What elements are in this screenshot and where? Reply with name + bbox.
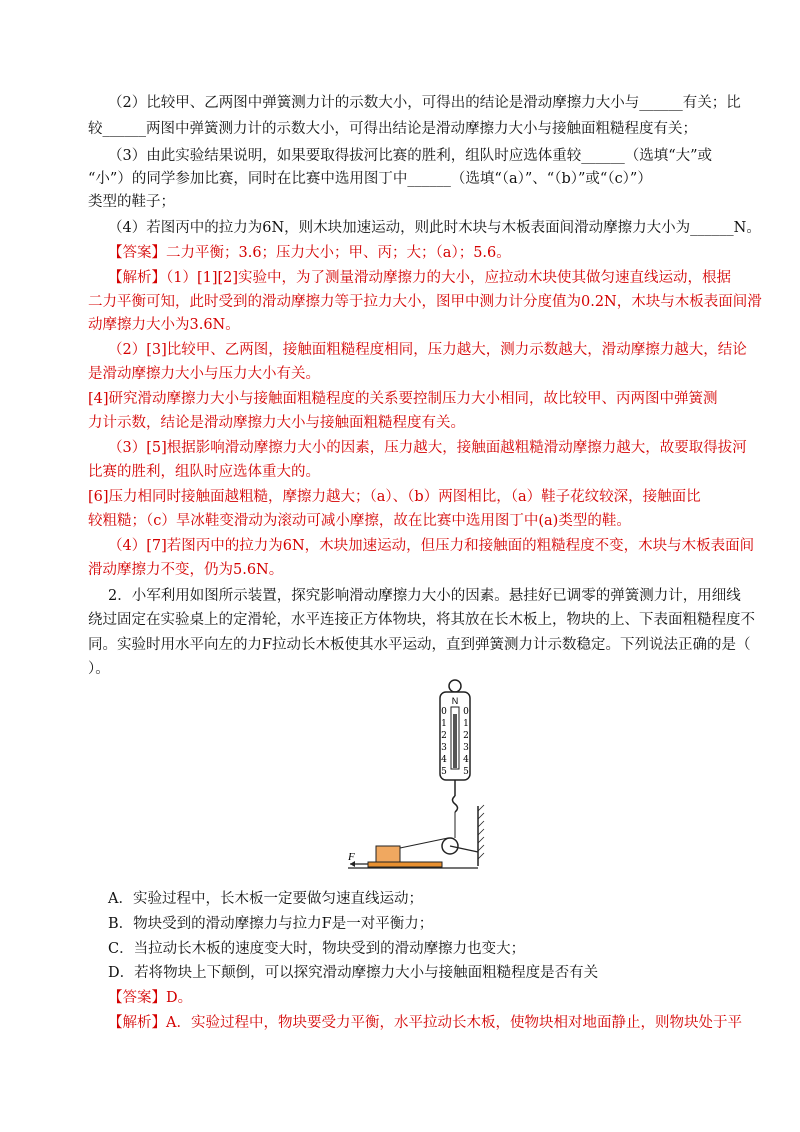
top-ring-icon [449, 680, 461, 692]
answer-text: D。 [166, 990, 193, 1006]
scale-unit-label: N [451, 696, 459, 706]
q2-option-b: B．物块受到的滑动摩擦力与拉力F是一对平衡力； [108, 916, 434, 932]
q1-analysis-7-line2: 滑动摩擦力不变，仍为5.6N。 [88, 562, 284, 578]
long-board [368, 862, 442, 867]
answer-tag: 【答案】 [108, 245, 166, 261]
scale-left-3: 3 [441, 743, 447, 753]
wood-block [376, 846, 400, 862]
q1-analysis-part2-line2: 是滑动摩擦力大小与压力大小有关。 [88, 366, 320, 382]
analysis-tag: 【解析】 [108, 1015, 166, 1031]
q2-option-c: C．当拉动长木板的速度变大时，物块受到的滑动摩擦力也变大； [108, 941, 526, 957]
q1-analysis-line2: 二力平衡可知，此时受到的滑动摩擦力等于拉力大小，图甲中测力计分度值为0.2N，木块与木板表面间滑 [88, 294, 762, 310]
q1-analysis-line3: 动摩擦力大小为3.6N。 [88, 317, 240, 333]
scale-right-2: 2 [463, 731, 469, 741]
scale-left-4: 4 [441, 755, 447, 765]
q2-answer [108, 987, 738, 1009]
q1-analysis-line1 [108, 267, 738, 289]
q1-part3-line3: 类型的鞋子； [88, 194, 175, 210]
scale-left-5: 5 [441, 767, 447, 777]
q2-option-a: A．实验过程中，长木板一定要做匀速直线运动； [108, 891, 423, 907]
string-horizontal [400, 838, 448, 848]
scale-left-0: 0 [441, 707, 447, 717]
q1-analysis-5-line1: （3）[5]根据影响滑动摩擦力大小的因素，压力越大，接触面越粗糙滑动摩擦力越大，故要取得拔河 [108, 440, 747, 456]
q1-analysis-6-line2: 较粗糙；（c）旱冰鞋变滑动为滚动可减小摩擦，故在比赛中选用图丁中(a)类型的鞋。 [88, 513, 631, 529]
apparatus-svg [338, 676, 498, 876]
scale-left-1: 1 [441, 719, 447, 729]
scale-right-1: 1 [463, 719, 469, 729]
q1-analysis-6-line1: [6]压力相同时接触面越粗糙，摩擦力越大；（a）、（b）两图相比，（a）鞋子花纹较深，接触面比 [88, 489, 701, 505]
q1-analysis-7-line1: （4）[7]若图丙中的拉力为6N，木块加速运动，但压力和接触面的粗糙程度不变，木块与木板表面间 [108, 538, 755, 554]
wall-hatch [478, 805, 484, 859]
answer-tag: 【答案】 [108, 990, 166, 1006]
answer-text: 二力平衡；3.6；压力大小；甲、丙；大；（a）；5.6。 [166, 245, 511, 261]
analysis-text: A．实验过程中，物块要受力平衡，水平拉动长木板，使物块相对地面静止，则物块处于平 [166, 1015, 742, 1031]
q2-stem-line1: 2．小军利用如图所示装置，探究影响滑动摩擦力大小的因素。悬挂好已调零的弹簧测力计，用细线 [108, 588, 741, 604]
q1-analysis-part2-line1: （2）[3]比较甲、乙两图，接触面粗糙程度相同，压力越大，测力示数越大，滑动摩擦力越大，结论 [108, 342, 747, 358]
force-label: F [348, 851, 355, 863]
q1-analysis-4-line2: 力计示数，结论是滑动摩擦力大小与接触面粗糙程度有关。 [88, 415, 465, 431]
analysis-text: （1）[1][2]实验中，为了测量滑动摩擦力的大小，应拉动木块使其做匀速直线运动，根据 [166, 270, 732, 286]
q1-analysis-4-line1: [4]研究滑动摩擦力大小与接触面粗糙程度的关系要控制压力大小相同，故比较甲、丙两图中弹簧测 [88, 391, 718, 407]
scale-spring [453, 714, 457, 768]
q2-option-d: D．若将物块上下颠倒，可以探究滑动摩擦力大小与接触面粗糙程度是否有关 [108, 965, 599, 981]
analysis-tag: 【解析】 [108, 270, 166, 286]
q1-analysis-5-line2: 比赛的胜利，组队时应选体重大的。 [88, 464, 320, 480]
q1-answer [108, 242, 738, 264]
q1-part3-line1: （3）由此实验结果说明，如果要取得拔河比赛的胜利，组队时应选体重较______（选填“大”或 [108, 148, 713, 164]
q1-part3-line2: “小”）的同学参加比赛，同时在比赛中选用图丁中______（选填“（a）”、“（b）”或“（c）”） [88, 171, 652, 187]
scale-right-5: 5 [463, 767, 469, 777]
scale-right-3: 3 [463, 743, 469, 753]
scale-hook-icon [453, 796, 458, 812]
scale-left-2: 2 [441, 731, 447, 741]
q2-analysis-line1 [108, 1012, 742, 1034]
q1-part2-line2: 较______两图中弹簧测力计的示数大小，可得出结论是滑动摩擦力大小与接触面粗糙程度有关； [88, 121, 697, 137]
spring-scale-diagram [338, 676, 498, 876]
q2-stem-line2: 绕过固定在实验桌上的定滑轮，水平连接正方体物块，将其放在长木板上，物块的上、下表面粗糙程度不 [88, 612, 755, 628]
q2-stem-line4: ）。 [88, 661, 110, 677]
q1-part2-line1: （2）比较甲、乙两图中弹簧测力计的示数大小，可得出的结论是滑动摩擦力大小与______有关；比 [108, 95, 741, 111]
q1-part4-line1: （4）若图丙中的拉力为6N，则木块加速运动，则此时木块与木板表面间滑动摩擦力大小为______N。 [108, 220, 761, 236]
scale-right-4: 4 [463, 755, 469, 765]
scale-right-0: 0 [463, 707, 469, 717]
q2-stem-line3: 同。实验时用水平向左的力F拉动长木板使其水平运动，直到弹簧测力计示数稳定。下列说法正确的是（ [88, 637, 751, 653]
